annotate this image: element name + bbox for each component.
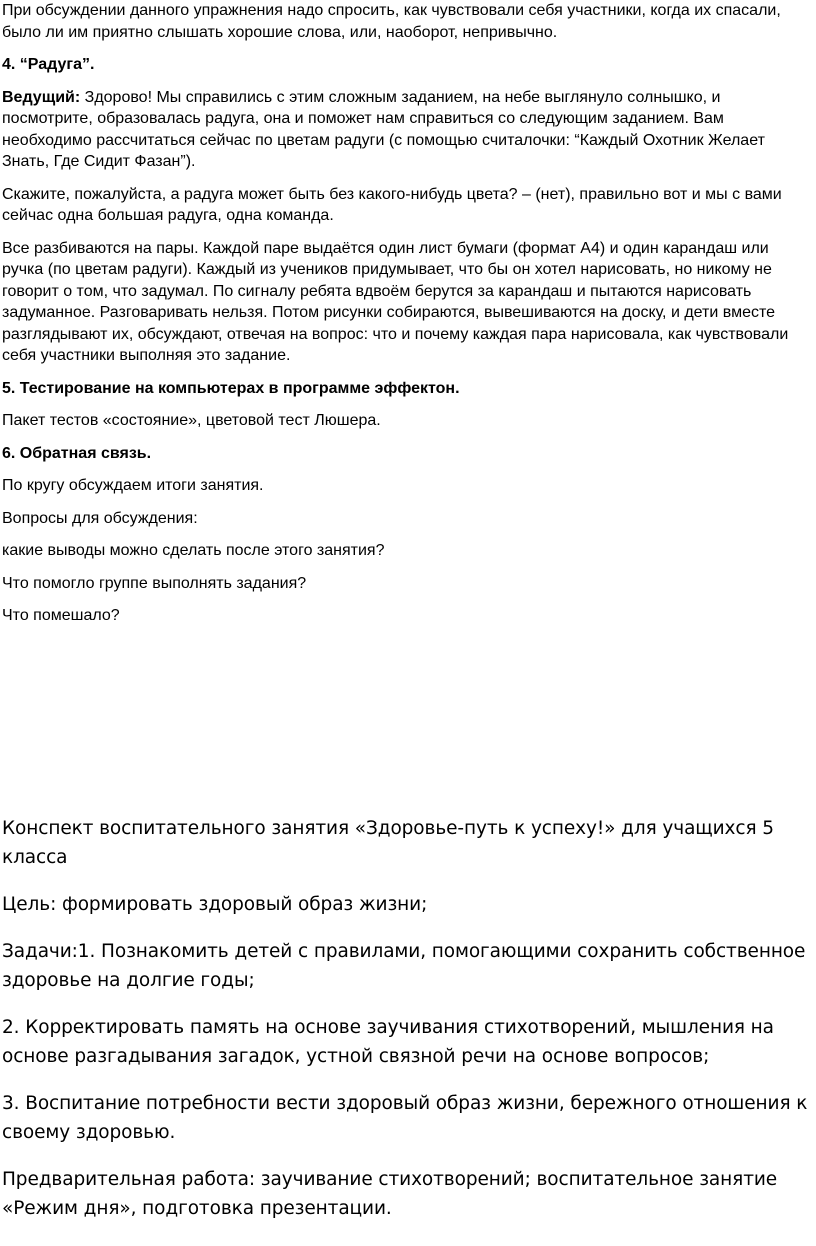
question-1: какие выводы можно сделать после этого занятия? [2,542,385,559]
question-3: Что помешало? [2,607,120,624]
discussion-paragraph: При обсуждении данного упражнения надо спросить, как чувствовали себя участники, когда их спасали, было ли им приятно слышать хорошие слова, или, наоборот, непривычно. [2,2,781,41]
task-2: 2. Корректировать память на основе заучивания стихотворений, мышления на основе разгадывания загадок, устной связной речи на основе вопросов; [2,1017,774,1067]
rainbow-question-paragraph: Скажите, пожалуйста, а радуга может быть без какого-нибудь цвета? – (нет), правильно вот и мы с вами сейчас одна большая радуга, одна команда. [2,185,782,224]
question-2: Что помогло группе выполнять задания? [2,574,307,592]
lesson-outline-section [2,814,814,1241]
preparation-paragraph: Предварительная работа: заучивание стихотворений; воспитательное занятие «Режим дня», подготовка презентации. [2,1169,778,1219]
circle-paragraph: По кругу обсуждаем итоги занятия. [2,477,264,494]
questions-label: Вопросы для обсуждения: [2,509,198,527]
tests-paragraph: Пакет тестов «состояние», цветовой тест Люшера. [2,412,381,429]
rainbow-heading: 4. “Радуга”. [2,56,95,73]
leader-label: Ведущий: [2,88,81,106]
leader-text: Здорово! Мы справились с этим сложным заданием, на небе выглянуло солнышко, и посмотрите, образовалась радуга, она и поможет нам справиться со следующим заданием. Вам необходимо рассчитаться сейчас по цветам радуги (с помощью считалочки: “Каждый Охотник Желает Знать, Где Сидит Фазан”). [2,88,765,170]
task-1: Задачи:1. Познакомить детей с правилами, помогающими сохранить собственное здоровье на долгие годы; [2,941,806,991]
exercise-section [2,0,814,638]
task-3: 3. Воспитание потребности вести здоровый образ жизни, бережного отношения к своему здоровью. [2,1093,808,1143]
goal-paragraph: Цель: формировать здоровый образ жизни; [2,894,428,915]
leader-paragraph [2,87,814,173]
testing-heading: 5. Тестирование на компьютерах в программе эффектон. [2,379,460,397]
outline-title: Конспект воспитательного занятия «Здоровье-путь к успеху!» для учащихся 5 класса [2,818,774,868]
feedback-heading: 6. Обратная связь. [2,444,152,462]
pairs-paragraph: Все разбиваются на пары. Каждой паре выдаётся один лист бумаги (формат А4) и один карандаш или ручка (по цветам радуги). Каждый из учеников придумывает, что бы он хотел нарисовать, но никому не говорит о том, что задумал. По сигналу ребята вдвоём берутся за карандаш и пытаются нарисовать задуманное. Разговаривать нельзя. Потом рисунки собираются, вывешиваются на доску, и дети вместе разглядывают их, обсуждают, отвечая на вопрос: что и почему каждая пара нарисовала, как чувствовали себя участники выполняя это задание. [2,239,789,364]
